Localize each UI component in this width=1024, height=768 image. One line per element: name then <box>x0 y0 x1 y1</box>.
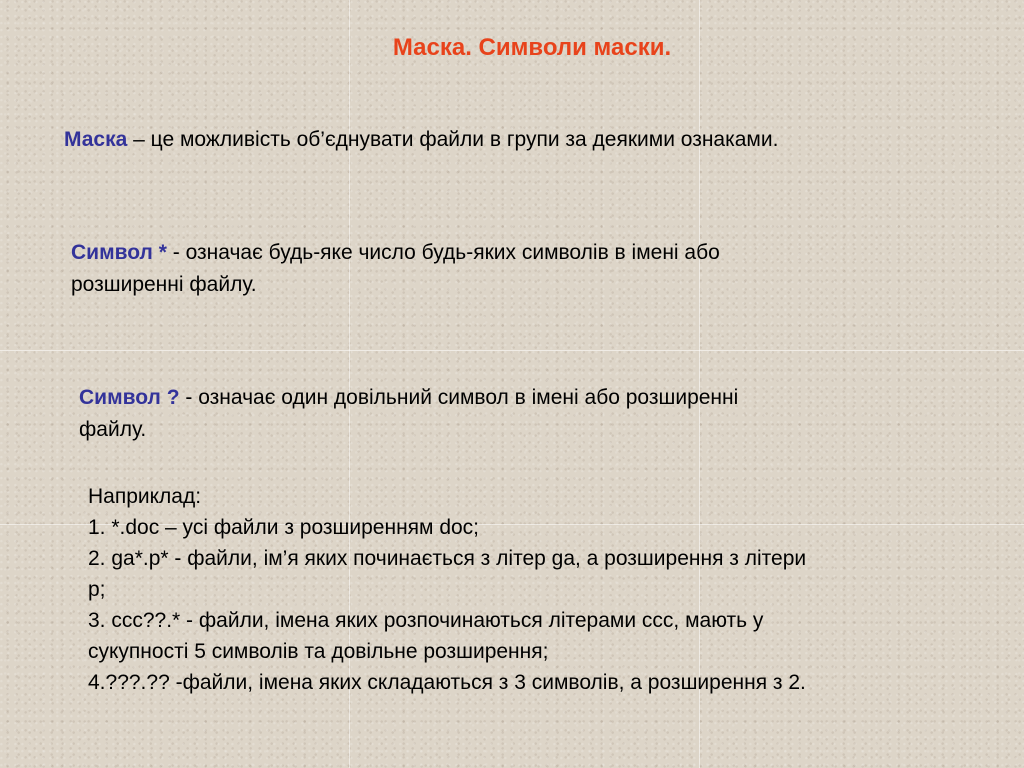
question-symbol-text-line-2: файлу. <box>79 418 147 441</box>
example-line-2-continued: p; <box>88 578 106 601</box>
mask-definition-text: – це можливість об’єднувати файли в групи за деякими ознаками. <box>127 128 779 151</box>
example-line-3: 3. ccc??.* - файли, імена яких розпочинаються літерами ccc, мають у <box>88 609 764 632</box>
star-symbol-text-line-1: - означає будь-яке число будь-яких символів в імені або <box>166 241 720 264</box>
star-symbol-description <box>71 237 720 301</box>
star-symbol-term: Символ * <box>71 241 167 264</box>
example-line-2: 2. ga*.p* - файли, ім’я яких починається з літер ga, а розширення з літери <box>88 547 807 570</box>
example-line-1: 1. *.doc – усі файли з розширенням doc; <box>88 516 480 539</box>
example-line-4: 4.???.?? -файли, імена яких складаються з 3 символів, а розширення з 2. <box>88 671 806 694</box>
background-tile-line <box>0 350 1024 351</box>
question-symbol-description <box>79 382 738 446</box>
examples-block <box>88 481 988 698</box>
mask-definition <box>64 124 778 156</box>
question-symbol-text-line-1: - означає один довільний символ в імені або розширенні <box>179 386 739 409</box>
example-line-3-continued: сукупності 5 символів та довільне розширення; <box>88 640 549 663</box>
question-symbol-term: Символ ? <box>79 386 180 409</box>
examples-heading: Наприклад: <box>88 485 202 508</box>
mask-term: Маска <box>64 128 128 151</box>
star-symbol-text-line-2: розширенні файлу. <box>71 273 257 296</box>
slide-title: Маска. Символи маски. <box>392 34 672 61</box>
